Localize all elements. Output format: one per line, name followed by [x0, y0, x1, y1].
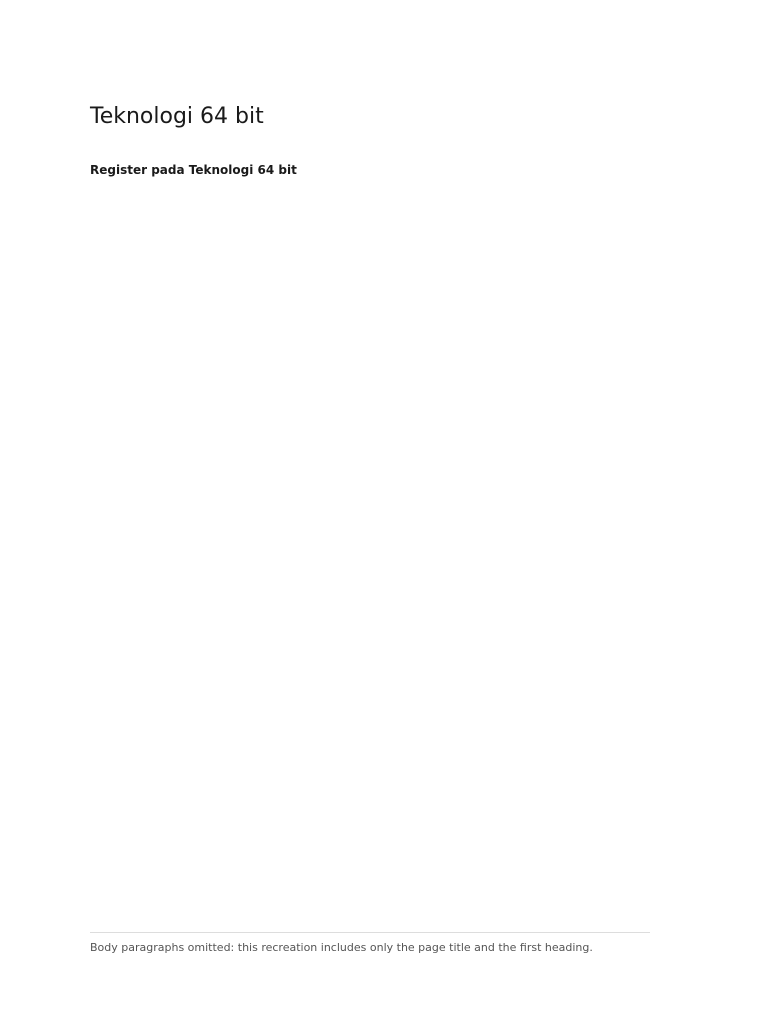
document-content: [90, 104, 650, 191]
placeholder-note: Body paragraphs omitted: this recreation includes only the page title and the first heading.: [90, 932, 650, 954]
page-title: Teknologi 64 bit: [90, 104, 264, 129]
section-heading: Register pada Teknologi 64 bit: [90, 163, 297, 177]
